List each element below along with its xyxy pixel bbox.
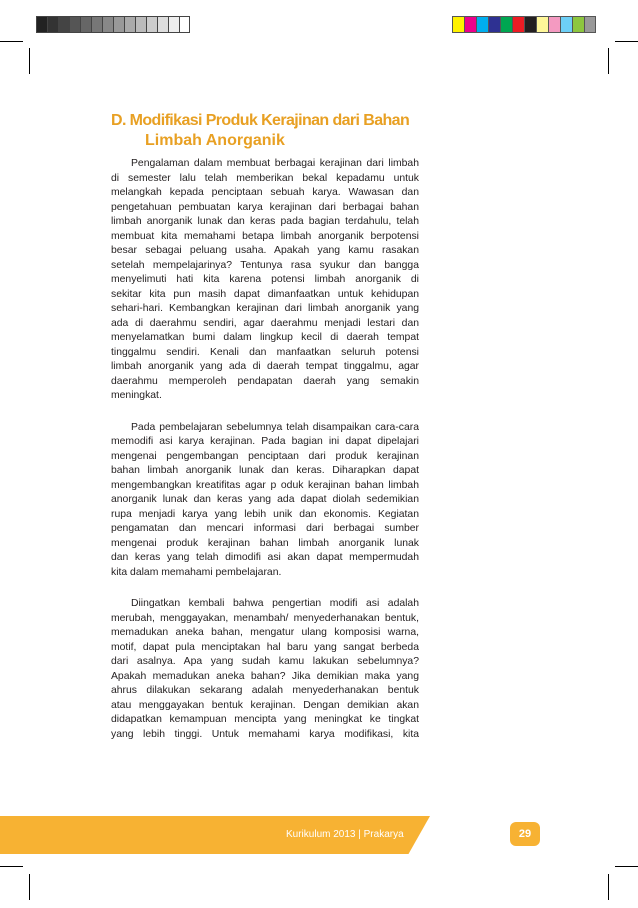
- text-line: memodifi asi karya kerajinan. Pada bagian ini dapat dipelajari: [111, 436, 419, 447]
- grey-swatch: [135, 16, 146, 33]
- text-line: dari asalnya. Apa yang sudah kamu lakukan sebelumnya?: [111, 656, 419, 667]
- grey-swatch: [179, 16, 190, 33]
- text-line: bahan limbah anorganik lunak dan keras. Diharapkan dapat: [111, 465, 419, 476]
- text-line: anorganik lunak dan keras yang ada dapat diolah sedemikian: [111, 494, 419, 505]
- text-line: Apakah memadukan aneka bahan? Jika demikian maka yang: [111, 670, 419, 682]
- text-line: memadukan aneka bahan, mengatur ulang komposisi warna,: [111, 627, 419, 638]
- text-line: kita dalam memahami pembelajaran.: [111, 566, 282, 578]
- grey-swatch: [91, 16, 102, 33]
- text-line: limbah anorganik lunak dan keras pada bagian terdahulu, telah: [111, 216, 419, 227]
- text-line: yang lebih tinggi. Untuk memahami karya modifikasi, kita: [111, 728, 419, 740]
- grey-swatch: [58, 16, 69, 33]
- footer-text: Kurikulum 2013 | Prakarya: [286, 829, 404, 840]
- crop-mark: [608, 48, 609, 74]
- page-number: 29: [510, 822, 540, 846]
- text-line: sehari-hari. Kembangkan kerajinan dari limbah anorganik yang: [111, 303, 419, 314]
- section-heading: [111, 111, 431, 151]
- text-line: mengenai produk kerajinan bahan limbah anorganik lunak: [111, 537, 419, 549]
- text-line: Pengalaman dalam membuat berbagai kerajinan dari limbah: [131, 158, 419, 169]
- text-line: mengenai pengembangan penciptaan dari produk kerajinan: [111, 450, 419, 462]
- section-heading-line1: D. Modifikasi Produk Kerajinan dari Bahan: [111, 112, 410, 129]
- crop-mark: [29, 48, 30, 74]
- color-swatch: [548, 16, 560, 33]
- text-line: mengembangkan kreatifitas agar p oduk kerajinan bahan limbah: [111, 479, 419, 491]
- text-line: ahrus dilakukan sekarang adalah menyederhanakan bentuk: [111, 685, 419, 696]
- text-line: motif, dapat pula menciptakan hal baru yang sangat berbeda: [111, 641, 419, 653]
- body-text: [111, 157, 419, 759]
- paragraph: [111, 597, 419, 742]
- text-line: melangkah kepada penciptaan sebuah karya. Wawasan dan: [111, 187, 419, 198]
- text-line: ada di daerahmu sendiri, agar daerahmu menjadi lestari dan: [111, 317, 419, 329]
- crop-mark: [0, 866, 23, 867]
- text-line: pengetahuan pembuatan karya kerajinan dari berbagai bahan: [111, 201, 419, 213]
- grey-swatch: [102, 16, 113, 33]
- color-swatch: [452, 16, 464, 33]
- text-line: meningkat.: [111, 390, 162, 401]
- grey-swatch: [124, 16, 135, 33]
- paragraph: [111, 157, 419, 404]
- text-line: sekitar kita pun masih dapat dimanfaatkan untuk kehidupan: [111, 288, 419, 300]
- color-swatch: [572, 16, 584, 33]
- color-swatch: [536, 16, 548, 33]
- grey-swatch: [69, 16, 80, 33]
- section-heading-line2: Limbah Anorganik: [145, 132, 285, 149]
- grey-swatch: [36, 16, 47, 33]
- text-line: menyelamatkan bumi dalam lingkup kecil di daerah tempat: [111, 332, 419, 343]
- text-line: menyelimuti hati kita karena potensi limbah anorganik di: [111, 274, 419, 285]
- color-swatch: [560, 16, 572, 33]
- text-line: Diingatkan kembali bahwa pengertian modifi asi adalah: [131, 598, 419, 609]
- paragraph: [111, 421, 419, 581]
- crop-mark: [608, 874, 609, 900]
- registration-grey-bar: [36, 16, 190, 33]
- grey-swatch: [146, 16, 157, 33]
- grey-swatch: [113, 16, 124, 33]
- text-line: membuat kita memahami betapa limbah anorganik berpotensi: [111, 230, 419, 242]
- color-swatch: [524, 16, 536, 33]
- text-line: didapatkan kemampuan mencipta yang meningkat ke tingkat: [111, 714, 419, 725]
- text-line: pengamatan dan mencari informasi dari berbagai sumber: [111, 523, 419, 534]
- registration-color-bar: [452, 16, 596, 33]
- crop-mark: [615, 866, 638, 867]
- crop-mark: [0, 41, 23, 42]
- text-line: tinggalmu sendiri. Kenali dan manfaatkan seluruh potensi: [111, 346, 419, 358]
- grey-swatch: [47, 16, 58, 33]
- grey-swatch: [157, 16, 168, 33]
- crop-mark: [29, 874, 30, 900]
- text-line: daerahmu memperoleh pendapatan daerah yang semakin: [111, 375, 419, 387]
- color-swatch: [500, 16, 512, 33]
- text-line: di semester lalu telah memberikan bekal kepadamu untuk: [111, 172, 419, 184]
- text-line: besar sebagai peluang usaha. Apakah yang kamu rasakan: [111, 245, 419, 256]
- color-swatch: [512, 16, 524, 33]
- text-line: merubah, menggayakan, menambah/ menyederhanakan bentuk,: [111, 612, 419, 624]
- color-swatch: [464, 16, 476, 33]
- color-swatch: [476, 16, 488, 33]
- text-line: Pada pembelajaran sebelumnya telah disampaikan cara-cara: [131, 421, 419, 433]
- grey-swatch: [80, 16, 91, 33]
- text-line: dan keras yang telah dimodifi asi akan dapat mempermudah: [111, 552, 419, 563]
- text-line: limbah anorganik yang ada di daerah tempat tinggalmu, agar: [111, 361, 419, 372]
- color-swatch: [488, 16, 500, 33]
- grey-swatch: [168, 16, 179, 33]
- text-line: rupa menjadi karya yang lebih unik dan ekonomis. Kegiatan: [111, 508, 419, 520]
- text-line: setelah mempelajarinya? Tentunya rasa syukur dan bangga: [111, 259, 419, 271]
- crop-mark: [615, 41, 638, 42]
- text-line: atau menggayakan bentuk kerajinan. Dengan demikian akan: [111, 699, 419, 711]
- color-swatch: [584, 16, 596, 33]
